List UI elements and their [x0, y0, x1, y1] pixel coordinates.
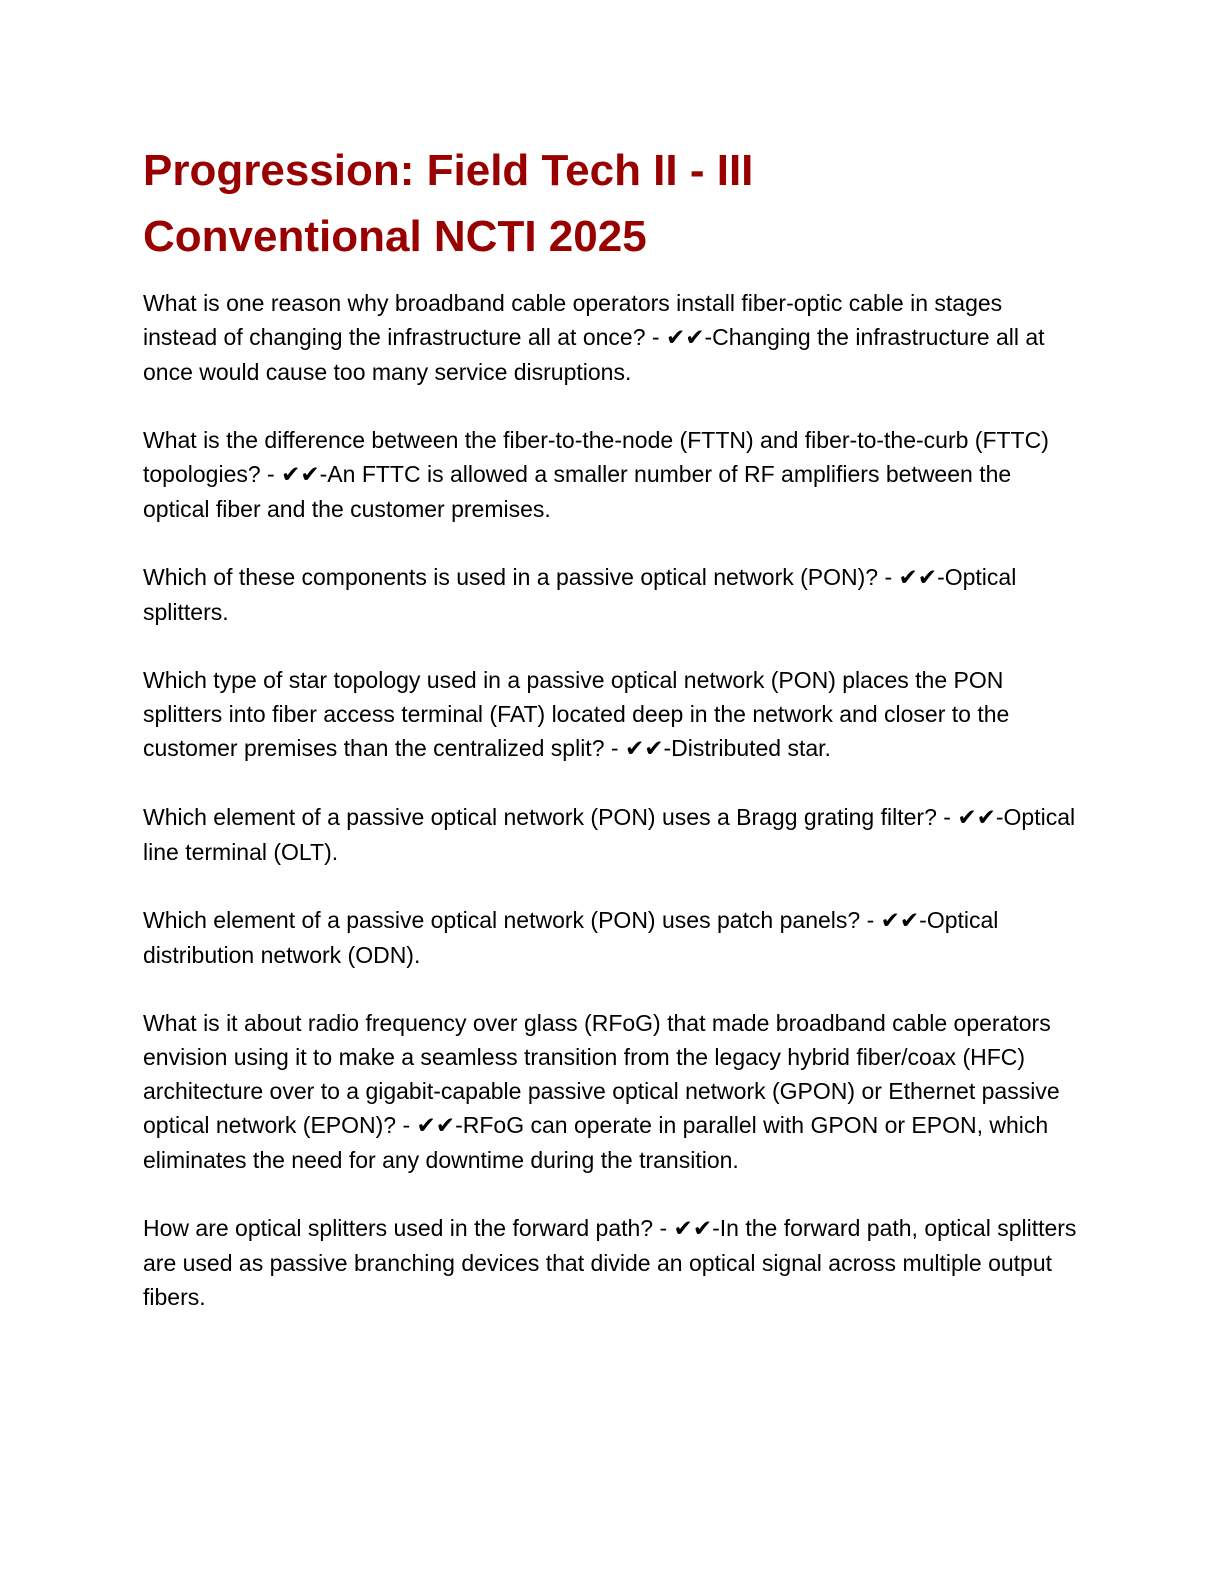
- qa-paragraph: [143, 800, 1082, 869]
- answer-text: -Optical distribution network (ODN).: [143, 907, 999, 968]
- answer-checkmarks: ✔✔: [898, 565, 938, 591]
- answer-text: -In the forward path, optical splitters are used as passive branching devices that divide an optical signal across multiple output fibers.: [143, 1215, 1077, 1310]
- answer-checkmarks: ✔✔: [624, 736, 664, 762]
- answer-checkmarks: ✔✔: [957, 805, 996, 831]
- answer-text: -An FTTC is allowed a smaller number of RF amplifiers between the optical fiber and the customer premises.: [143, 461, 1012, 522]
- qa-paragraph: [143, 560, 1082, 629]
- qa-paragraph: [143, 903, 1082, 972]
- question-text: Which type of star topology used in a passive optical network (PON) places the PON splitters into fiber access terminal (FAT) located deep in the network and closer to the customer premises than the centralized split? -: [143, 667, 1010, 761]
- answer-checkmarks: ✔✔: [880, 908, 920, 934]
- question-text: Which element of a passive optical network (PON) uses a Bragg grating filter? -: [143, 804, 958, 830]
- page-title-line-2: Conventional NCTI 2025: [143, 212, 647, 261]
- page-title: [143, 138, 1082, 270]
- answer-checkmarks: ✔✔: [416, 1113, 456, 1139]
- qa-paragraph: [143, 663, 1082, 766]
- answer-checkmarks: ✔✔: [281, 462, 320, 488]
- question-text: Which element of a passive optical network (PON) uses patch panels? -: [143, 907, 881, 933]
- answer-text: -Changing the infrastructure all at once would cause too many service disruptions.: [143, 324, 1045, 385]
- answer-text: -RFoG can operate in parallel with GPON or EPON, which eliminates the need for any downtime during the transition.: [143, 1112, 1049, 1173]
- qa-paragraph: [143, 1006, 1082, 1177]
- question-text: What is one reason why broadband cable operators install fiber-optic cable in stages instead of changing the infrastructure all at once? -: [143, 290, 1003, 350]
- page-title-line-1: Progression: Field Tech II - III: [143, 146, 754, 195]
- answer-text: -Optical line terminal (OLT).: [143, 804, 1076, 865]
- question-text: What is it about radio frequency over glass (RFoG) that made broadband cable operators envision using it to make a seamless transition from the legacy hybrid fiber/coax (HFC) architecture over to a gigabit-capable passive optical network (GPON) or Ethernet passive optical network (EPON)? -: [143, 1010, 1060, 1138]
- question-text: What is the difference between the fiber-to-the-node (FTTN) and fiber-to-the-curb (FTTC) topologies? -: [143, 427, 1049, 487]
- question-text: Which of these components is used in a passive optical network (PON)? -: [143, 564, 899, 590]
- answer-text: -Distributed star.: [663, 735, 831, 761]
- question-text: How are optical splitters used in the forward path? -: [143, 1215, 674, 1241]
- qa-paragraph: [143, 1211, 1082, 1314]
- qa-paragraph: [143, 286, 1082, 389]
- qa-paragraph: [143, 423, 1082, 526]
- answer-text: -Optical splitters.: [143, 564, 1017, 625]
- answer-checkmarks: ✔✔: [665, 325, 705, 351]
- answer-checkmarks: ✔✔: [673, 1216, 713, 1242]
